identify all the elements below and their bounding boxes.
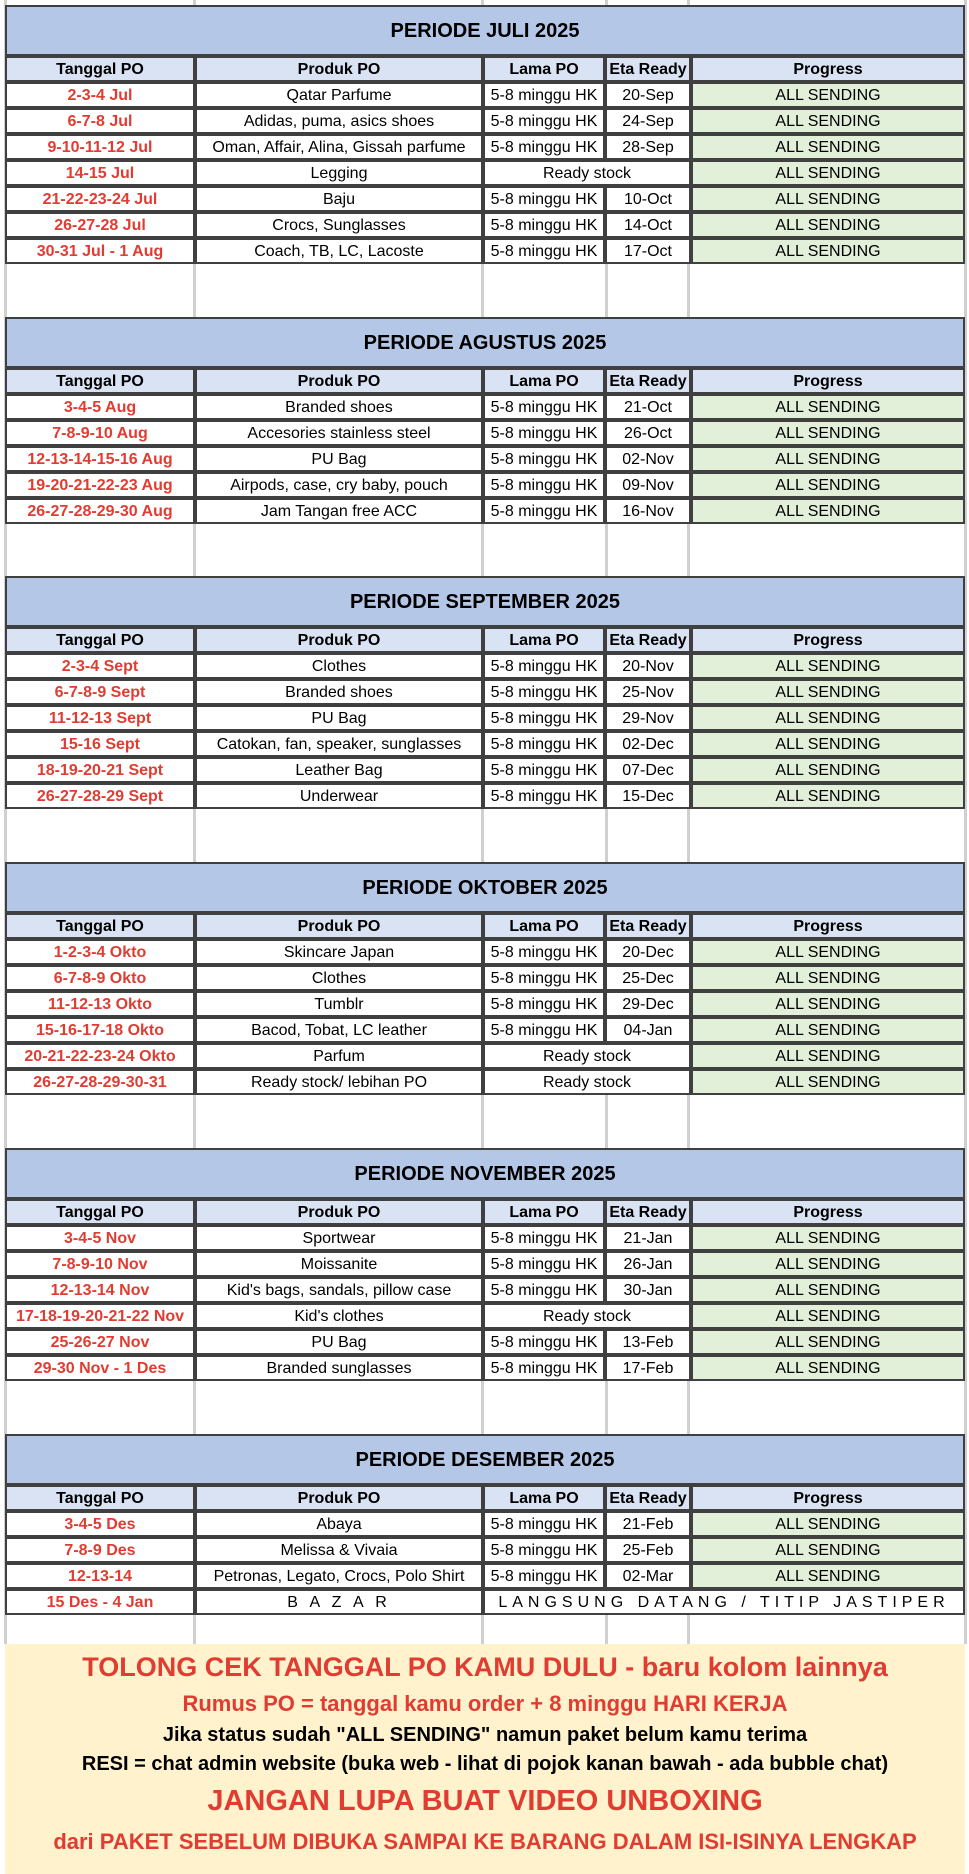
- header-eta-ready: Eta Ready: [605, 368, 691, 394]
- progress-cell: ALL SENDING: [691, 1069, 965, 1095]
- table-header-row: [5, 56, 965, 82]
- header-tanggal-po: Tanggal PO: [5, 1199, 195, 1225]
- produk-cell: Oman, Affair, Alina, Gissah parfume: [195, 134, 483, 160]
- eta-cell: 15-Dec: [605, 783, 691, 809]
- progress-cell: ALL SENDING: [691, 991, 965, 1017]
- tanggal-cell: 3-4-5 Des: [5, 1511, 195, 1537]
- table-row: [5, 160, 965, 186]
- tanggal-cell: 25-26-27 Nov: [5, 1329, 195, 1355]
- progress-cell: ALL SENDING: [691, 394, 965, 420]
- eta-cell: 04-Jan: [605, 1017, 691, 1043]
- header-produk-po: Produk PO: [195, 56, 483, 82]
- lama-cell: 5-8 minggu HK: [483, 679, 605, 705]
- produk-cell: Catokan, fan, speaker, sunglasses: [195, 731, 483, 757]
- period-table: [5, 56, 965, 264]
- produk-cell: Accesories stainless steel: [195, 420, 483, 446]
- eta-cell: 10-Oct: [605, 186, 691, 212]
- lama-cell: Ready stock: [483, 1303, 691, 1329]
- lama-cell: 5-8 minggu HK: [483, 731, 605, 757]
- produk-cell: Jam Tangan free ACC: [195, 498, 483, 524]
- lama-cell: 5-8 minggu HK: [483, 1511, 605, 1537]
- progress-cell: ALL SENDING: [691, 679, 965, 705]
- tanggal-cell: 7-8-9 Des: [5, 1537, 195, 1563]
- tanggal-cell: 2-3-4 Jul: [5, 82, 195, 108]
- eta-cell: 09-Nov: [605, 472, 691, 498]
- produk-cell: Crocs, Sunglasses: [195, 212, 483, 238]
- bazar-label-cell: B A Z A R: [195, 1589, 483, 1615]
- header-eta-ready: Eta Ready: [605, 913, 691, 939]
- tanggal-cell: 6-7-8-9 Okto: [5, 965, 195, 991]
- progress-cell: ALL SENDING: [691, 134, 965, 160]
- header-lama-po: Lama PO: [483, 56, 605, 82]
- eta-cell: 25-Feb: [605, 1537, 691, 1563]
- lama-cell: 5-8 minggu HK: [483, 1277, 605, 1303]
- period-table: [5, 913, 965, 1095]
- header-progress: Progress: [691, 1199, 965, 1225]
- tanggal-cell: 2-3-4 Sept: [5, 653, 195, 679]
- lama-cell: 5-8 minggu HK: [483, 1225, 605, 1251]
- table-row: [5, 1537, 965, 1563]
- produk-cell: Airpods, case, cry baby, pouch: [195, 472, 483, 498]
- produk-cell: Abaya: [195, 1511, 483, 1537]
- tanggal-cell: 15-16-17-18 Okto: [5, 1017, 195, 1043]
- table-row: [5, 108, 965, 134]
- progress-cell: ALL SENDING: [691, 783, 965, 809]
- table-row: [5, 783, 965, 809]
- table-row: [5, 1355, 965, 1381]
- table-row: [5, 238, 965, 264]
- lama-cell: 5-8 minggu HK: [483, 108, 605, 134]
- eta-cell: 14-Oct: [605, 212, 691, 238]
- produk-cell: Moissanite: [195, 1251, 483, 1277]
- table-row: [5, 679, 965, 705]
- lama-cell: 5-8 minggu HK: [483, 1355, 605, 1381]
- progress-cell: ALL SENDING: [691, 965, 965, 991]
- eta-cell: 20-Dec: [605, 939, 691, 965]
- header-progress: Progress: [691, 913, 965, 939]
- produk-cell: Branded shoes: [195, 394, 483, 420]
- tanggal-cell: 26-27-28-29-30 Aug: [5, 498, 195, 524]
- progress-cell: ALL SENDING: [691, 1355, 965, 1381]
- header-tanggal-po: Tanggal PO: [5, 913, 195, 939]
- header-produk-po: Produk PO: [195, 368, 483, 394]
- lama-cell: Ready stock: [483, 1043, 691, 1069]
- eta-cell: 21-Jan: [605, 1225, 691, 1251]
- header-eta-ready: Eta Ready: [605, 56, 691, 82]
- progress-cell: ALL SENDING: [691, 705, 965, 731]
- lama-cell: 5-8 minggu HK: [483, 420, 605, 446]
- period-title: PERIODE JULI 2025: [5, 5, 965, 56]
- lama-cell: 5-8 minggu HK: [483, 498, 605, 524]
- tanggal-cell: 11-12-13 Okto: [5, 991, 195, 1017]
- table-row: [5, 653, 965, 679]
- note-check-date: TOLONG CEK TANGGAL PO KAMU DULU - baru kolom lainnya: [82, 1652, 888, 1682]
- eta-cell: 02-Nov: [605, 446, 691, 472]
- tanggal-cell: 29-30 Nov - 1 Des: [5, 1355, 195, 1381]
- tanggal-cell: 12-13-14-15-16 Aug: [5, 446, 195, 472]
- tanggal-cell: 7-8-9-10 Nov: [5, 1251, 195, 1277]
- eta-cell: 26-Jan: [605, 1251, 691, 1277]
- eta-cell: 17-Oct: [605, 238, 691, 264]
- bazar-note-cell: LANGSUNG DATANG / TITIP JASTIPER: [483, 1589, 965, 1615]
- progress-cell: ALL SENDING: [691, 653, 965, 679]
- table-row: [5, 394, 965, 420]
- lama-cell: 5-8 minggu HK: [483, 1537, 605, 1563]
- tanggal-cell: 6-7-8-9 Sept: [5, 679, 195, 705]
- progress-cell: ALL SENDING: [691, 186, 965, 212]
- produk-cell: Baju: [195, 186, 483, 212]
- produk-cell: Legging: [195, 160, 483, 186]
- eta-cell: 24-Sep: [605, 108, 691, 134]
- lama-cell: 5-8 minggu HK: [483, 472, 605, 498]
- progress-cell: ALL SENDING: [691, 82, 965, 108]
- progress-cell: ALL SENDING: [691, 498, 965, 524]
- progress-cell: ALL SENDING: [691, 1511, 965, 1537]
- eta-cell: 20-Sep: [605, 82, 691, 108]
- tanggal-cell: 6-7-8 Jul: [5, 108, 195, 134]
- header-lama-po: Lama PO: [483, 913, 605, 939]
- progress-cell: ALL SENDING: [691, 939, 965, 965]
- period-title: PERIODE SEPTEMBER 2025: [5, 576, 965, 627]
- table-row: [5, 965, 965, 991]
- produk-cell: Branded shoes: [195, 679, 483, 705]
- table-row: [5, 472, 965, 498]
- table-row: [5, 1277, 965, 1303]
- eta-cell: 02-Dec: [605, 731, 691, 757]
- header-tanggal-po: Tanggal PO: [5, 368, 195, 394]
- period-title: PERIODE NOVEMBER 2025: [5, 1148, 965, 1199]
- table-row: [5, 1563, 965, 1589]
- lama-cell: 5-8 minggu HK: [483, 1251, 605, 1277]
- table-row: [5, 212, 965, 238]
- produk-cell: Sportwear: [195, 1225, 483, 1251]
- eta-cell: 29-Dec: [605, 991, 691, 1017]
- tanggal-cell: 15-16 Sept: [5, 731, 195, 757]
- table-row: [5, 1251, 965, 1277]
- table-row: [5, 82, 965, 108]
- tanggal-cell: 17-18-19-20-21-22 Nov: [5, 1303, 195, 1329]
- lama-cell: 5-8 minggu HK: [483, 238, 605, 264]
- tanggal-cell: 20-21-22-23-24 Okto: [5, 1043, 195, 1069]
- header-produk-po: Produk PO: [195, 1485, 483, 1511]
- lama-cell: 5-8 minggu HK: [483, 134, 605, 160]
- table-header-row: [5, 913, 965, 939]
- progress-cell: ALL SENDING: [691, 472, 965, 498]
- eta-cell: 16-Nov: [605, 498, 691, 524]
- produk-cell: Clothes: [195, 965, 483, 991]
- progress-cell: ALL SENDING: [691, 1225, 965, 1251]
- table-row: [5, 991, 965, 1017]
- table-header-row: [5, 368, 965, 394]
- lama-cell: 5-8 minggu HK: [483, 186, 605, 212]
- produk-cell: Tumblr: [195, 991, 483, 1017]
- lama-cell: 5-8 minggu HK: [483, 783, 605, 809]
- period-table: [5, 1199, 965, 1381]
- period-title: PERIODE OKTOBER 2025: [5, 862, 965, 913]
- lama-cell: 5-8 minggu HK: [483, 965, 605, 991]
- table-header-row: [5, 1485, 965, 1511]
- notes-panel: [5, 1644, 965, 1874]
- progress-cell: ALL SENDING: [691, 1043, 965, 1069]
- table-header-row: [5, 627, 965, 653]
- table-row: [5, 1017, 965, 1043]
- lama-cell: 5-8 minggu HK: [483, 1329, 605, 1355]
- note-unboxing-video: JANGAN LUPA BUAT VIDEO UNBOXING: [207, 1785, 763, 1817]
- tanggal-cell: 11-12-13 Sept: [5, 705, 195, 731]
- header-tanggal-po: Tanggal PO: [5, 56, 195, 82]
- lama-cell: 5-8 minggu HK: [483, 939, 605, 965]
- lama-cell: 5-8 minggu HK: [483, 1563, 605, 1589]
- produk-cell: Skincare Japan: [195, 939, 483, 965]
- progress-cell: ALL SENDING: [691, 1329, 965, 1355]
- lama-cell: 5-8 minggu HK: [483, 446, 605, 472]
- tanggal-cell: 21-22-23-24 Jul: [5, 186, 195, 212]
- produk-cell: PU Bag: [195, 1329, 483, 1355]
- note-unboxing-detail: dari PAKET SEBELUM DIBUKA SAMPAI KE BARANG DALAM ISI-ISINYA LENGKAP: [53, 1829, 917, 1854]
- header-tanggal-po: Tanggal PO: [5, 1485, 195, 1511]
- table-row: [5, 498, 965, 524]
- header-eta-ready: Eta Ready: [605, 627, 691, 653]
- lama-cell: 5-8 minggu HK: [483, 212, 605, 238]
- produk-cell: Qatar Parfume: [195, 82, 483, 108]
- progress-cell: ALL SENDING: [691, 1537, 965, 1563]
- produk-cell: Branded sunglasses: [195, 1355, 483, 1381]
- tanggal-cell: 3-4-5 Aug: [5, 394, 195, 420]
- tanggal-cell: 12-13-14 Nov: [5, 1277, 195, 1303]
- eta-cell: 07-Dec: [605, 757, 691, 783]
- header-eta-ready: Eta Ready: [605, 1199, 691, 1225]
- header-progress: Progress: [691, 1485, 965, 1511]
- produk-cell: Petronas, Legato, Crocs, Polo Shirt: [195, 1563, 483, 1589]
- note-po-formula: Rumus PO = tanggal kamu order + 8 minggu HARI KERJA: [182, 1691, 788, 1716]
- progress-cell: ALL SENDING: [691, 731, 965, 757]
- period-title: PERIODE DESEMBER 2025: [5, 1434, 965, 1485]
- table-row: [5, 420, 965, 446]
- period-table: [5, 627, 965, 809]
- produk-cell: Clothes: [195, 653, 483, 679]
- progress-cell: ALL SENDING: [691, 1277, 965, 1303]
- progress-cell: ALL SENDING: [691, 160, 965, 186]
- table-row: [5, 446, 965, 472]
- period-title: PERIODE AGUSTUS 2025: [5, 317, 965, 368]
- table-row: [5, 1303, 965, 1329]
- table-row: [5, 731, 965, 757]
- tanggal-cell: 26-27-28-29-30-31: [5, 1069, 195, 1095]
- eta-cell: 30-Jan: [605, 1277, 691, 1303]
- table-row: [5, 1069, 965, 1095]
- lama-cell: 5-8 minggu HK: [483, 991, 605, 1017]
- bazar-date-cell: 15 Des - 4 Jan: [5, 1589, 195, 1615]
- lama-cell: 5-8 minggu HK: [483, 653, 605, 679]
- table-row: [5, 939, 965, 965]
- progress-cell: ALL SENDING: [691, 446, 965, 472]
- table-row: [5, 134, 965, 160]
- progress-cell: ALL SENDING: [691, 757, 965, 783]
- tanggal-cell: 19-20-21-22-23 Aug: [5, 472, 195, 498]
- tanggal-cell: 12-13-14: [5, 1563, 195, 1589]
- progress-cell: ALL SENDING: [691, 420, 965, 446]
- header-lama-po: Lama PO: [483, 368, 605, 394]
- period-table: [5, 368, 965, 524]
- eta-cell: 02-Mar: [605, 1563, 691, 1589]
- produk-cell: Bacod, Tobat, LC leather: [195, 1017, 483, 1043]
- header-produk-po: Produk PO: [195, 1199, 483, 1225]
- lama-cell: Ready stock: [483, 1069, 691, 1095]
- period-table: [5, 1485, 965, 1615]
- progress-cell: ALL SENDING: [691, 1251, 965, 1277]
- lama-cell: 5-8 minggu HK: [483, 82, 605, 108]
- table-row: [5, 186, 965, 212]
- produk-cell: Adidas, puma, asics shoes: [195, 108, 483, 134]
- produk-cell: Underwear: [195, 783, 483, 809]
- progress-cell: ALL SENDING: [691, 1563, 965, 1589]
- progress-cell: ALL SENDING: [691, 1303, 965, 1329]
- header-lama-po: Lama PO: [483, 1199, 605, 1225]
- produk-cell: Coach, TB, LC, Lacoste: [195, 238, 483, 264]
- table-header-row: [5, 1199, 965, 1225]
- eta-cell: 25-Nov: [605, 679, 691, 705]
- eta-cell: 13-Feb: [605, 1329, 691, 1355]
- eta-cell: 17-Feb: [605, 1355, 691, 1381]
- produk-cell: Ready stock/ lebihan PO: [195, 1069, 483, 1095]
- header-lama-po: Lama PO: [483, 627, 605, 653]
- header-progress: Progress: [691, 627, 965, 653]
- eta-cell: 29-Nov: [605, 705, 691, 731]
- tanggal-cell: 9-10-11-12 Jul: [5, 134, 195, 160]
- tanggal-cell: 18-19-20-21 Sept: [5, 757, 195, 783]
- header-produk-po: Produk PO: [195, 913, 483, 939]
- eta-cell: 21-Oct: [605, 394, 691, 420]
- lama-cell: Ready stock: [483, 160, 691, 186]
- table-row: [5, 1225, 965, 1251]
- produk-cell: PU Bag: [195, 446, 483, 472]
- tanggal-cell: 1-2-3-4 Okto: [5, 939, 195, 965]
- header-lama-po: Lama PO: [483, 1485, 605, 1511]
- lama-cell: 5-8 minggu HK: [483, 394, 605, 420]
- table-row: [5, 1329, 965, 1355]
- eta-cell: 21-Feb: [605, 1511, 691, 1537]
- produk-cell: Leather Bag: [195, 757, 483, 783]
- bazar-row: [5, 1589, 965, 1615]
- tanggal-cell: 26-27-28 Jul: [5, 212, 195, 238]
- eta-cell: 28-Sep: [605, 134, 691, 160]
- produk-cell: Melissa & Vivaia: [195, 1537, 483, 1563]
- header-progress: Progress: [691, 56, 965, 82]
- table-row: [5, 705, 965, 731]
- lama-cell: 5-8 minggu HK: [483, 1017, 605, 1043]
- header-tanggal-po: Tanggal PO: [5, 627, 195, 653]
- lama-cell: 5-8 minggu HK: [483, 757, 605, 783]
- header-progress: Progress: [691, 368, 965, 394]
- produk-cell: Kid's bags, sandals, pillow case: [195, 1277, 483, 1303]
- header-eta-ready: Eta Ready: [605, 1485, 691, 1511]
- tanggal-cell: 26-27-28-29 Sept: [5, 783, 195, 809]
- eta-cell: 25-Dec: [605, 965, 691, 991]
- tanggal-cell: 30-31 Jul - 1 Aug: [5, 238, 195, 264]
- tanggal-cell: 7-8-9-10 Aug: [5, 420, 195, 446]
- table-row: [5, 757, 965, 783]
- note-status-info: Jika status sudah "ALL SENDING" namun paket belum kamu terima: [162, 1724, 808, 1746]
- eta-cell: 20-Nov: [605, 653, 691, 679]
- progress-cell: ALL SENDING: [691, 1017, 965, 1043]
- eta-cell: 26-Oct: [605, 420, 691, 446]
- tanggal-cell: 14-15 Jul: [5, 160, 195, 186]
- tanggal-cell: 3-4-5 Nov: [5, 1225, 195, 1251]
- progress-cell: ALL SENDING: [691, 108, 965, 134]
- progress-cell: ALL SENDING: [691, 238, 965, 264]
- produk-cell: PU Bag: [195, 705, 483, 731]
- lama-cell: 5-8 minggu HK: [483, 705, 605, 731]
- table-row: [5, 1043, 965, 1069]
- produk-cell: Kid's clothes: [195, 1303, 483, 1329]
- table-row: [5, 1511, 965, 1537]
- note-resi-info: RESI = chat admin website (buka web - lihat di pojok kanan bawah - ada bubble chat): [81, 1753, 889, 1775]
- progress-cell: ALL SENDING: [691, 212, 965, 238]
- produk-cell: Parfum: [195, 1043, 483, 1069]
- header-produk-po: Produk PO: [195, 627, 483, 653]
